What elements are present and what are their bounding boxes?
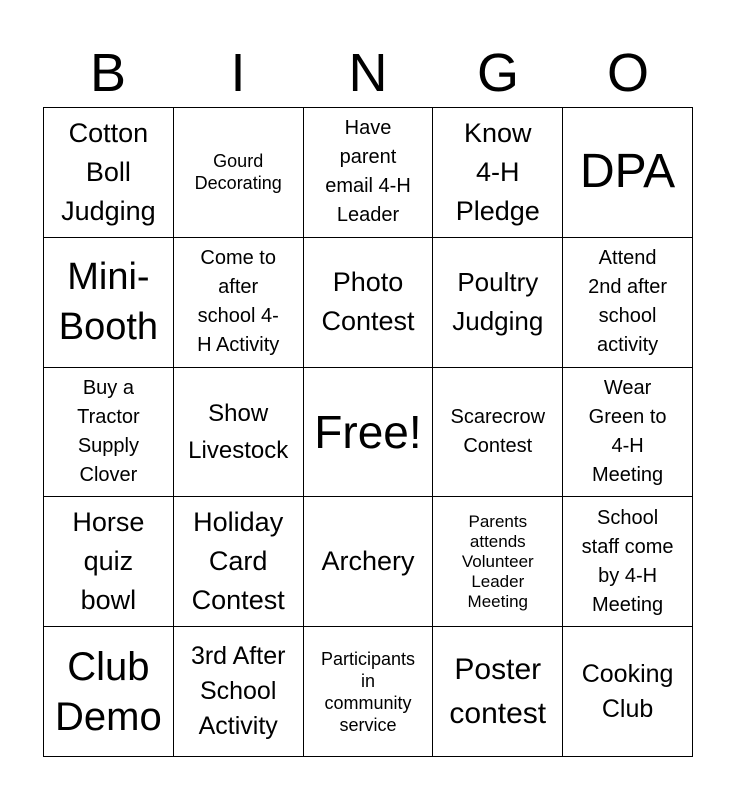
cell-label: Parents attends Volunteer Leader Meeting	[461, 511, 534, 611]
cell-label: Archery	[321, 546, 415, 577]
cell-label: Cotton Boll Judging	[61, 117, 156, 226]
cell-label: Horse quiz bowl	[72, 507, 145, 616]
bingo-cell[interactable]	[304, 627, 434, 757]
cell-label: School staff come by 4-H Meeting	[581, 506, 674, 616]
bingo-cell[interactable]	[563, 238, 693, 368]
cell-label: Know 4-H Pledge	[455, 117, 540, 226]
cell-label: Buy a Tractor Supply Clover	[77, 376, 140, 486]
bingo-cell[interactable]	[44, 108, 174, 238]
bingo-cell[interactable]	[433, 238, 563, 368]
header-letter-b: B	[89, 43, 127, 103]
cell-label: Come to after school 4- H Activity	[197, 247, 280, 357]
cell-label: Cooking Club	[581, 659, 674, 723]
cell-label: Club Demo	[55, 644, 162, 739]
cell-label: Show Livestock	[188, 399, 289, 464]
cell-label: Photo Contest	[321, 267, 415, 337]
bingo-cell[interactable]	[304, 497, 434, 627]
bingo-cell[interactable]	[174, 108, 304, 238]
bingo-cell[interactable]	[174, 368, 304, 498]
bingo-cell[interactable]	[304, 238, 434, 368]
header-letter-o: O	[606, 43, 649, 103]
cell-label: Scarecrow Contest	[450, 405, 546, 457]
bingo-cell[interactable]	[44, 368, 174, 498]
bingo-header	[43, 40, 693, 106]
cell-label: Poultry Judging	[452, 267, 544, 337]
cell-label: 3rd After School Activity	[190, 642, 286, 741]
cell-label: Mini- Booth	[58, 256, 159, 349]
cell-label: Have parent email 4-H Leader	[325, 117, 411, 227]
cell-label: Holiday Card Contest	[191, 507, 285, 616]
bingo-cell[interactable]	[563, 497, 693, 627]
bingo-cell[interactable]	[44, 497, 174, 627]
header-letter-i: I	[230, 43, 246, 103]
bingo-board	[43, 107, 693, 757]
cell-label: Poster contest	[449, 652, 547, 730]
bingo-cell[interactable]	[433, 627, 563, 757]
bingo-cell[interactable]	[174, 238, 304, 368]
cell-label: Participants in community service	[320, 648, 416, 735]
bingo-cell[interactable]	[174, 627, 304, 757]
header-letter-n: N	[348, 43, 388, 103]
bingo-cell[interactable]	[44, 238, 174, 368]
cell-label: Wear Green to 4-H Meeting	[588, 376, 667, 486]
bingo-cell[interactable]	[44, 627, 174, 757]
bingo-cell[interactable]	[433, 497, 563, 627]
bingo-cell[interactable]	[304, 108, 434, 238]
bingo-cell[interactable]	[563, 108, 693, 238]
cell-label: DPA	[580, 145, 676, 199]
bingo-cell[interactable]	[304, 368, 434, 498]
bingo-cell[interactable]	[563, 627, 693, 757]
bingo-cell[interactable]	[433, 108, 563, 238]
header-letter-g: G	[476, 43, 519, 103]
bingo-cell[interactable]	[433, 368, 563, 498]
cell-label: Free!	[314, 405, 422, 458]
bingo-cell[interactable]	[563, 368, 693, 498]
cell-label: Gourd Decorating	[194, 151, 282, 194]
cell-label: Attend 2nd after school activity	[588, 247, 668, 357]
bingo-cell[interactable]	[174, 497, 304, 627]
